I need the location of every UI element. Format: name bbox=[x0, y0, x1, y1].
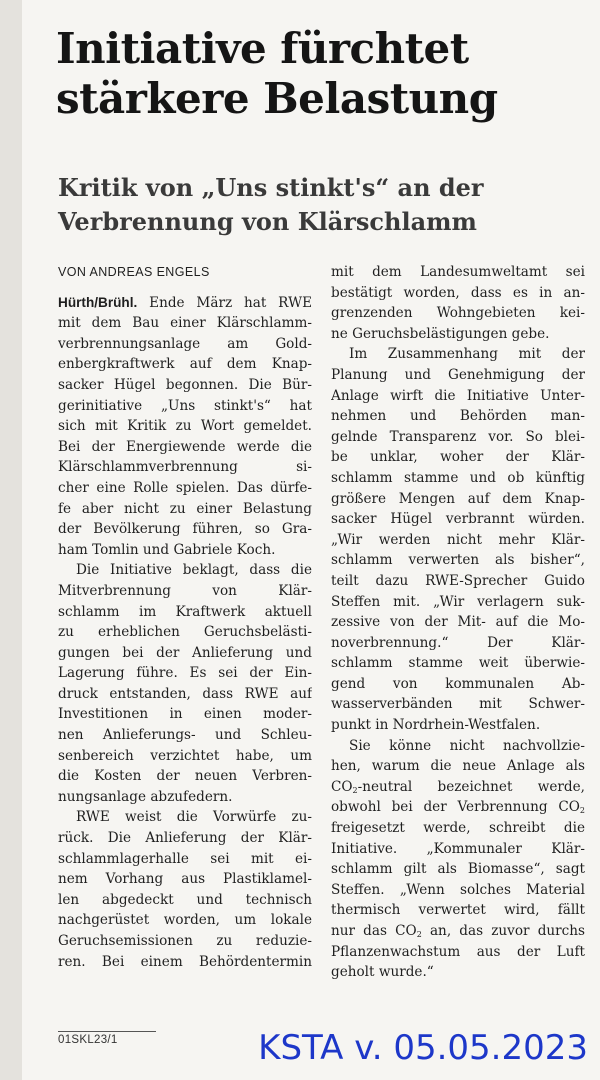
dateline: Hürth/Brühl. bbox=[58, 294, 138, 310]
text-line: nachgerüstet worden, um lokale bbox=[58, 912, 312, 929]
text-line: Geruchsemissionen zu reduzie- bbox=[58, 933, 312, 949]
text-line: Anlage wirft die Initiative Unter- bbox=[331, 387, 585, 404]
text-line: len abgedeckt und technisch bbox=[58, 891, 312, 908]
text-line: schlamm im Kraftwerk aktuell bbox=[58, 603, 312, 620]
text-line: enbergkraftwerk auf dem Knap- bbox=[58, 356, 312, 373]
text-line: wasserverbänden mit Schwer- bbox=[331, 696, 585, 713]
text-line: thermisch verwertet wird, fällt bbox=[331, 902, 585, 919]
text-line: schlamm verwerten als bisher“, bbox=[331, 552, 585, 569]
source-date-annotation: KSTA v. 05.05.2023 bbox=[258, 1028, 588, 1068]
text-line: Lagerung führe. Es sei der Ein- bbox=[58, 665, 312, 682]
text-line: ham Tomlin und Gabriele Koch. bbox=[58, 541, 276, 558]
text-line: noverbrennung.“ Der Klär- bbox=[331, 634, 585, 651]
text-line: grenzenden Wohngebieten kei- bbox=[331, 305, 585, 322]
text-line: obwohl bei der Verbrennung $CO_2$ bbox=[331, 799, 585, 816]
text-line: ren. Bei einem Behördentermin bbox=[58, 953, 312, 970]
byline: VON ANDREAS ENGELS bbox=[58, 265, 210, 279]
text-line: Pflanzenwachstum aus der Luft bbox=[331, 943, 585, 960]
article-code: 01SKL23/1 bbox=[58, 1034, 118, 1046]
text-line: cher eine Rolle spielen. Das dürfe- bbox=[58, 479, 312, 496]
text-line: Initiative. „Kommunaler Klär- bbox=[331, 840, 585, 857]
text-line: be unklar, woher der Klär- bbox=[331, 449, 585, 466]
text-line: ne Geruchsbelästigungen gebe. bbox=[331, 325, 550, 342]
text-line: nehmen und Behörden man- bbox=[331, 408, 585, 425]
text-line: fe aber nicht zu einer Belastung bbox=[58, 500, 312, 517]
text-line: sacker Hügel begonnen. Die Bür- bbox=[58, 376, 312, 393]
article-column-right bbox=[331, 262, 585, 983]
text-line: nen Anlieferungs- und Schleu- bbox=[58, 727, 312, 744]
text-line: RWE weist die Vorwürfe zu- bbox=[76, 809, 312, 826]
article-subheadline bbox=[58, 171, 588, 239]
text-line: $CO_2$-neutral bezeichnet werde, bbox=[331, 778, 585, 795]
text-line: punkt in Nordrhein-Westfalen. bbox=[331, 717, 541, 734]
text-line: geholt wurde.“ bbox=[331, 964, 434, 981]
text-line: freigesetzt werde, schreibt die bbox=[331, 820, 585, 837]
text-line: Planung und Genehmigung der bbox=[331, 366, 585, 383]
subheadline-line: Verbrennung von Klärschlamm bbox=[58, 207, 477, 236]
text-line: Klärschlammverbrennung si- bbox=[58, 459, 312, 476]
text-line: zu erheblichen Geruchsbelästi- bbox=[58, 624, 312, 641]
headline-line: Initiative fürchtet bbox=[56, 24, 469, 73]
text-line: sacker Hügel verbrannt würden. bbox=[331, 511, 585, 528]
text-line: Im Zusammenhang mit der bbox=[349, 346, 585, 363]
text-line: schlamm gilt als Biomasse“, sagt bbox=[331, 861, 585, 878]
text-line: nur das $CO_2$ an, das zuvor durchs bbox=[331, 923, 585, 939]
text-line: Sie könne nicht nachvollzie- bbox=[349, 737, 585, 754]
text-line: größere Mengen auf dem Knap- bbox=[331, 490, 585, 507]
text-line: Die Initiative beklagt, dass die bbox=[76, 562, 312, 579]
text-line: gungen bei der Anlieferung und bbox=[58, 644, 312, 661]
text-line: Investitionen in einen moder- bbox=[58, 706, 312, 723]
text-line: senbereich verzichtet habe, um bbox=[58, 747, 312, 764]
text-line: mit dem Landesumweltamt sei bbox=[331, 264, 585, 280]
text-line: schlamm stamme weit überwie- bbox=[331, 655, 585, 672]
article-headline bbox=[56, 24, 586, 124]
text-line: gend von kommunalen Ab- bbox=[331, 675, 585, 692]
headline-line: stärkere Belastung bbox=[56, 74, 498, 123]
text-line: bestätigt worden, dass es in an- bbox=[331, 284, 585, 301]
text-line: Steffen mit. „Wir verlagern suk- bbox=[331, 593, 585, 610]
text-line: rück. Die Anlieferung der Klär- bbox=[58, 830, 312, 847]
text-line: schlamm stamme und ob künftig bbox=[331, 469, 585, 486]
text-line: schlammlagerhalle sei mit ei- bbox=[58, 850, 312, 867]
text-line: hen, warum die neue Anlage als bbox=[331, 758, 585, 775]
text-line: die Kosten der neuen Verbren- bbox=[58, 768, 312, 785]
text-line: gerinitiative „Uns stinkt's“ hat bbox=[58, 397, 312, 414]
text-line: zessive von der Mit- auf die Mo- bbox=[331, 614, 585, 631]
text-line: gelnde Transparenz vor. So blei- bbox=[331, 428, 585, 445]
text-line: „Wir werden nicht mehr Klär- bbox=[331, 531, 585, 548]
text-line: nungsanlage abzufedern. bbox=[58, 788, 233, 805]
text-line: Hürth/Brühl. Ende März hat RWE bbox=[58, 294, 312, 311]
subheadline-line: Kritik von „Uns stinkt's“ an der bbox=[58, 173, 484, 202]
text-line: Bei der Energiewende werde die bbox=[58, 438, 312, 455]
text-line: der Bevölkerung führen, so Gra- bbox=[58, 521, 312, 538]
footer-rule bbox=[58, 1031, 156, 1032]
text-line: Mitverbrennung von Klär- bbox=[58, 582, 312, 599]
text-line: teilt dazu RWE-Sprecher Guido bbox=[331, 572, 585, 589]
text-line: druck entstanden, dass RWE auf bbox=[58, 685, 312, 702]
text-line: Steffen. „Wenn solches Material bbox=[331, 881, 585, 898]
text-line: verbrennungsanlage am Gold- bbox=[58, 335, 312, 352]
article-column-left bbox=[58, 262, 312, 972]
text-line: mit dem Bau einer Klärschlamm- bbox=[58, 315, 312, 332]
text-line: nem Vorhang aus Plastiklamel- bbox=[58, 871, 312, 888]
text-line: sich mit Kritik zu Wort gemeldet. bbox=[58, 418, 312, 435]
